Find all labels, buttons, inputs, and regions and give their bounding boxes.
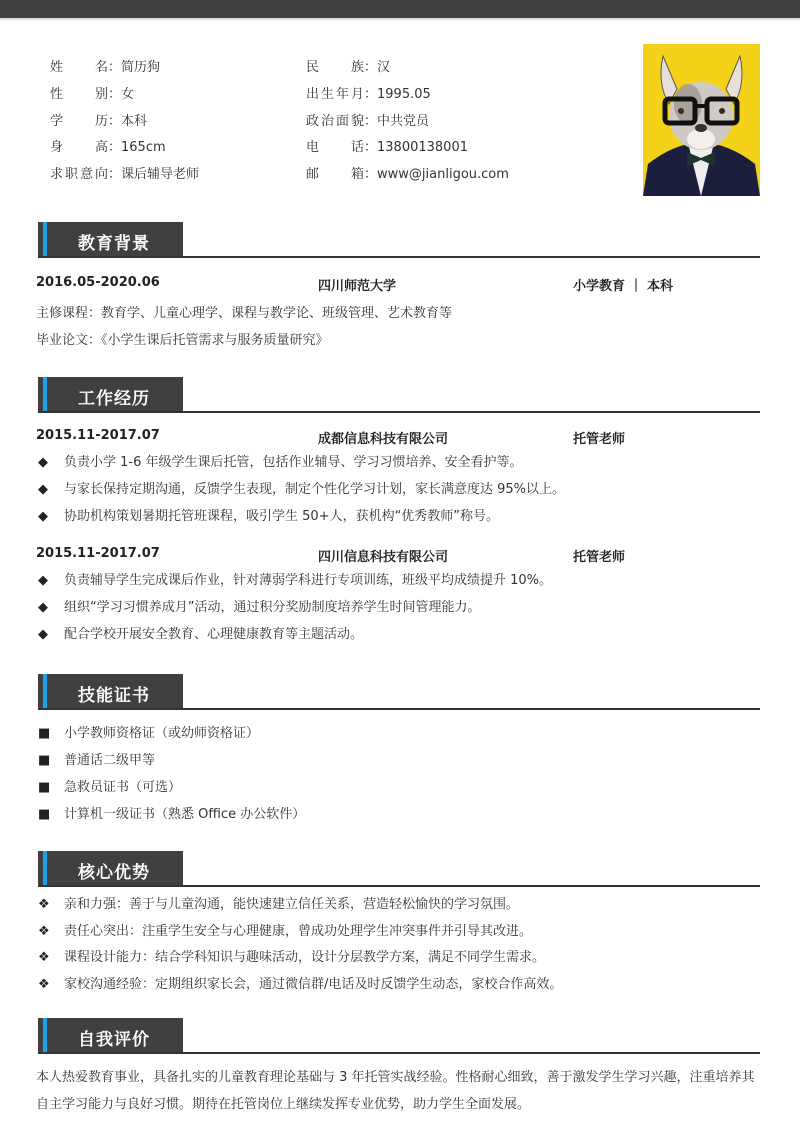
section-title: 自我评价 — [78, 1030, 150, 1050]
info-value: www@jianligou.com — [377, 167, 509, 182]
work-bullet — [38, 455, 758, 471]
info-name: 姓名：简历狗 — [50, 60, 161, 75]
info-value: 简历狗 — [121, 60, 161, 75]
skill-item — [38, 780, 758, 796]
info-label: 性别 — [50, 87, 108, 102]
edu-thesis: 毕业论文：《小学生课后托管需求与服务质量研究》 — [36, 333, 329, 348]
edu-date: 2016.05-2020.06 — [36, 275, 160, 290]
bullet-text: 协助机构策划暑期托管班课程，吸引学生 50+人，获机构“优秀教师”称号。 — [64, 509, 500, 524]
diamond-icon: ◆ — [38, 627, 48, 642]
info-label: 出生年月 — [306, 87, 364, 102]
strength-text: 亲和力强：善于与儿童沟通，能快速建立信任关系，营造轻松愉快的学习氛围。 — [64, 897, 520, 912]
bullet-text: 组织“学习习惯养成月”活动，通过积分奖励制度培养学生时间管理能力。 — [64, 600, 481, 615]
bullet-text: 负责辅导学生完成课后作业，针对薄弱学科进行专项训练，班级平均成绩提升 10%。 — [64, 573, 553, 588]
info-value: 165cm — [121, 140, 166, 155]
strength-item — [38, 924, 758, 940]
section-title: 教育背景 — [78, 234, 150, 254]
info-education: 学历：本科 — [50, 114, 148, 129]
info-value: 女 — [121, 87, 135, 102]
info-political: 政治面貌：中共党员 — [306, 114, 430, 129]
accent-bar — [43, 222, 47, 256]
info-value: 1995.05 — [377, 87, 431, 102]
info-phone: 电话：13800138001 — [306, 140, 468, 155]
info-value: 13800138001 — [377, 140, 468, 155]
work-bullet — [38, 600, 758, 616]
work-date: 2015.11-2017.07 — [36, 546, 160, 561]
section-title: 技能证书 — [78, 686, 150, 706]
info-label: 求职意向 — [50, 167, 108, 182]
info-label: 姓名 — [50, 60, 108, 75]
accent-bar — [43, 851, 47, 885]
diamond-icon: ◆ — [38, 482, 48, 497]
diamond-star-icon: ❖ — [38, 977, 50, 992]
edu-major: 小学教育 ｜ 本科 — [573, 279, 674, 294]
info-value: 本科 — [121, 114, 148, 129]
square-bullet-icon: ■ — [38, 726, 51, 741]
skill-text: 普通话二级甲等 — [64, 753, 156, 768]
info-email: 邮箱：www@jianligou.com — [306, 167, 509, 182]
work-date: 2015.11-2017.07 — [36, 428, 160, 443]
diamond-icon: ◆ — [38, 509, 48, 524]
work-company: 四川信息科技有限公司 — [318, 550, 449, 565]
bullet-text: 负责小学 1-6 年级学生课后托管，包括作业辅导、学习习惯培养、安全看护等。 — [64, 455, 523, 470]
skill-item — [38, 726, 758, 742]
diamond-icon: ◆ — [38, 600, 48, 615]
info-height: 身高：165cm — [50, 140, 166, 155]
diamond-icon: ◆ — [38, 573, 48, 588]
diamond-star-icon: ❖ — [38, 897, 50, 912]
accent-bar — [43, 674, 47, 708]
edu-school: 四川师范大学 — [318, 279, 397, 294]
skill-text: 急救员证书（可选） — [64, 780, 182, 795]
info-label: 电话 — [306, 140, 364, 155]
info-label: 身高 — [50, 140, 108, 155]
profile-photo — [643, 44, 760, 196]
info-label: 学历 — [50, 114, 108, 129]
work-bullet — [38, 573, 758, 589]
info-gender: 性别：女 — [50, 87, 135, 102]
work-company: 成都信息科技有限公司 — [318, 432, 449, 447]
self-evaluation-text: 本人热爱教育事业，具备扎实的儿童教育理论基础与 3 年托管实战经验。性格耐心细致，善于激发学生学习兴趣，注重培养其自主学习能力与良好习惯。期待在托管岗位上继续发挥专业优势，助力学生全面发展。 — [36, 1070, 755, 1112]
section-header-education — [38, 222, 760, 258]
strength-item — [38, 977, 758, 993]
work-role: 托管老师 — [573, 550, 626, 565]
info-label: 民族 — [306, 60, 364, 75]
skill-text: 小学教师资格证（或幼师资格证） — [64, 726, 260, 741]
section-header-skills — [38, 674, 760, 710]
bullet-text: 与家长保持定期沟通，反馈学生表现，制定个性化学习计划，家长满意度达 95%以上。 — [64, 482, 566, 497]
work-bullet — [38, 509, 758, 525]
square-bullet-icon: ■ — [38, 780, 51, 795]
info-birth: 出生年月：1995.05 — [306, 87, 431, 102]
info-ethnicity: 民族：汉 — [306, 60, 391, 75]
skill-text: 计算机一级证书（熟悉 Office 办公软件） — [64, 807, 306, 822]
skill-item — [38, 753, 758, 769]
info-label: 政治面貌 — [306, 114, 364, 129]
info-value: 课后辅导老师 — [121, 167, 200, 182]
section-header-work — [38, 377, 760, 413]
strength-text: 家校沟通经验：定期组织家长会，通过微信群/电话及时反馈学生动态，家校合作高效。 — [64, 977, 563, 992]
square-bullet-icon: ■ — [38, 807, 51, 822]
section-title: 核心优势 — [78, 863, 150, 883]
bullet-text: 配合学校开展安全教育、心理健康教育等主题活动。 — [64, 627, 364, 642]
strength-text: 课程设计能力：结合学科知识与趣味活动，设计分层教学方案，满足不同学生需求。 — [64, 950, 546, 965]
info-label: 邮箱 — [306, 167, 364, 182]
work-bullet — [38, 482, 758, 498]
info-objective: 求职意向：课后辅导老师 — [50, 167, 200, 182]
strength-item — [38, 950, 758, 966]
info-value: 中共党员 — [377, 114, 430, 129]
strength-text: 责任心突出：注重学生安全与心理健康，曾成功处理学生冲突事件并引导其改进。 — [64, 924, 533, 939]
work-bullet — [38, 627, 758, 643]
diamond-star-icon: ❖ — [38, 924, 50, 939]
section-header-self — [38, 1018, 760, 1054]
diamond-star-icon: ❖ — [38, 950, 50, 965]
square-bullet-icon: ■ — [38, 753, 51, 768]
top-bar — [0, 0, 800, 20]
accent-bar — [43, 1018, 47, 1052]
accent-bar — [43, 377, 47, 411]
work-role: 托管老师 — [573, 432, 626, 447]
diamond-icon: ◆ — [38, 455, 48, 470]
edu-courses: 主修课程：教育学、儿童心理学、课程与教学论、班级管理、艺术教育等 — [36, 306, 453, 321]
info-value: 汉 — [377, 60, 391, 75]
strength-item — [38, 897, 758, 913]
section-title: 工作经历 — [78, 389, 150, 409]
skill-item — [38, 807, 758, 823]
section-header-strengths — [38, 851, 760, 887]
